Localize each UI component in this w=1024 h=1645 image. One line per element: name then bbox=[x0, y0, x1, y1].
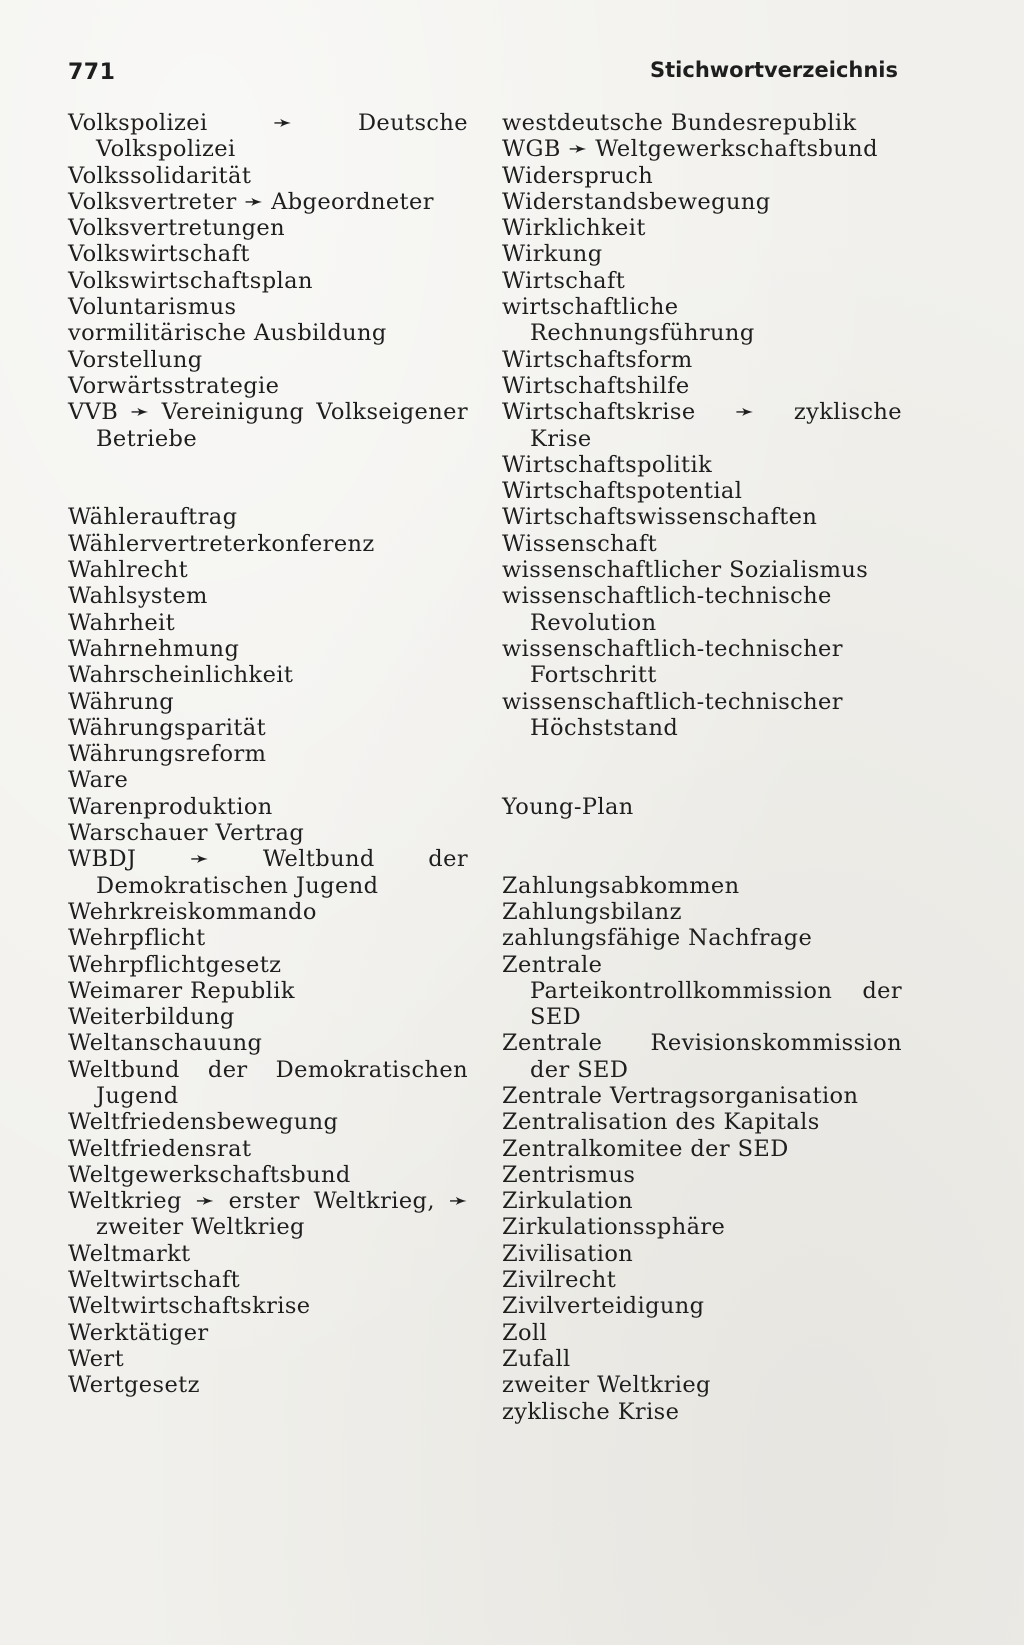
index-entry: Warenproduktion bbox=[68, 793, 273, 820]
index-entry: Zentralkomitee der SED bbox=[502, 1135, 789, 1162]
index-entry: zweiter Weltkrieg bbox=[502, 1372, 711, 1399]
index-column-right bbox=[502, 110, 902, 1425]
index-entry: Wirtschaftskrise ➛ zyklische Krise bbox=[502, 399, 902, 452]
index-entry: Werktätiger bbox=[68, 1319, 209, 1346]
index-entry: zahlungsfähige Nachfrage bbox=[502, 925, 813, 952]
index-entry: Volkswirtschaft bbox=[68, 241, 250, 268]
index-entry: Wirtschaftspotential bbox=[502, 478, 743, 505]
letter-group bbox=[502, 873, 902, 1425]
index-entry: Weltmarkt bbox=[68, 1240, 191, 1267]
index-entry: Zahlungsbilanz bbox=[502, 898, 682, 925]
running-head-title: Stichwortverzeichnis bbox=[650, 58, 898, 82]
index-entry: WBDJ ➛ Weltbund der Demokratischen Jugend bbox=[68, 846, 468, 899]
index-entry: Wahlsystem bbox=[68, 583, 208, 610]
index-entry: Wirtschaft bbox=[502, 267, 626, 294]
index-entry: Vorwärtsstrategie bbox=[68, 372, 280, 399]
index-entry: VVB ➛ Vereinigung Volkseigener Betriebe bbox=[68, 399, 468, 452]
index-entry: Weltanschauung bbox=[68, 1030, 263, 1057]
index-entry: wissenschaftlicher Sozialismus bbox=[502, 557, 869, 584]
index-entry: Young-Plan bbox=[502, 793, 634, 820]
index-entry: westdeutsche Bundesrepublik bbox=[502, 110, 857, 136]
index-entry: Zentrale Parteikontrollkommission der SED bbox=[502, 951, 902, 1031]
index-entry: Volkssolidarität bbox=[68, 162, 252, 189]
index-entry: Zivilisation bbox=[502, 1240, 634, 1267]
index-entry: Wahrscheinlichkeit bbox=[68, 662, 294, 689]
index-entry: Wirtschaftspolitik bbox=[502, 451, 713, 478]
index-entry: zyklische Krise bbox=[502, 1398, 680, 1425]
index-entry: Wehrpflichtgesetz bbox=[68, 951, 282, 978]
index-entry: wirtschaftliche Rechnungsführung bbox=[502, 294, 755, 347]
index-entry: Wertgesetz bbox=[68, 1372, 200, 1399]
index-entry: Weiterbildung bbox=[68, 1004, 235, 1031]
index-entry: Zivilverteidigung bbox=[502, 1293, 705, 1320]
letter-group-gap bbox=[68, 452, 468, 505]
index-entry: Wert bbox=[68, 1345, 125, 1372]
index-entry: Zahlungsabkommen bbox=[502, 872, 740, 899]
index-entry: Weltwirtschaftskrise bbox=[68, 1293, 311, 1320]
index-entry: Weltgewerkschaftsbund bbox=[68, 1161, 351, 1188]
index-entry: Zirkulation bbox=[502, 1188, 633, 1215]
letter-group-gap bbox=[502, 741, 902, 794]
index-entry: vormilitärische Ausbildung bbox=[68, 320, 387, 347]
index-entry: Wählervertreterkonferenz bbox=[68, 530, 375, 557]
index-entry: Weltfriedensrat bbox=[68, 1135, 252, 1162]
index-entry: Weltkrieg ➛ erster Weltkrieg, ➛ zweiter Weltkrieg bbox=[68, 1188, 468, 1241]
index-entry: wissenschaftlich-technischer Fortschritt bbox=[502, 635, 843, 689]
index-entry: Währung bbox=[68, 688, 175, 715]
page-number: 771 bbox=[68, 60, 116, 85]
index-entry: wissenschaftlich-technische Revolution bbox=[502, 583, 832, 636]
index-entry: Volksvertreter ➛ Abgeordneter bbox=[68, 188, 434, 215]
index-entry: Wahlrecht bbox=[68, 557, 189, 584]
index-entry: Weltfriedensbewegung bbox=[68, 1109, 339, 1136]
index-entry: Wirklichkeit bbox=[502, 215, 646, 242]
index-entry: Weltbund der Demokratischen Jugend bbox=[68, 1056, 468, 1109]
index-entry: Wirtschaftswissenschaften bbox=[502, 504, 818, 531]
index-entry: Ware bbox=[68, 767, 129, 794]
index-entry: Wirkung bbox=[502, 241, 603, 268]
index-entry: Zentrale Revisionskommission der SED bbox=[502, 1030, 902, 1083]
index-entry: Vorstellung bbox=[68, 346, 203, 373]
letter-group bbox=[502, 110, 902, 741]
index-entry: Wahrnehmung bbox=[68, 635, 240, 662]
index-entry: Wehrpflicht bbox=[68, 925, 206, 952]
index-entry: Volkspolizei ➛ Deutsche Volkspolizei bbox=[68, 110, 468, 163]
index-entry: Zentralisation des Kapitals bbox=[502, 1109, 820, 1136]
index-entry: WGB ➛ Weltgewerkschaftsbund bbox=[502, 136, 878, 163]
index-entry: Widerstandsbewegung bbox=[502, 188, 771, 215]
index-entry: Volksvertretungen bbox=[68, 215, 286, 242]
letter-group bbox=[68, 110, 468, 452]
index-entry: Weltwirtschaft bbox=[68, 1267, 241, 1294]
index-entry: Zentrismus bbox=[502, 1161, 636, 1188]
index-entry: Zoll bbox=[502, 1319, 548, 1346]
letter-group bbox=[502, 794, 902, 820]
index-entry: Wirtschaftsform bbox=[502, 346, 693, 373]
index-entry: Volkswirtschaftsplan bbox=[68, 267, 313, 294]
index-entry: Wahrheit bbox=[68, 609, 176, 636]
index-entry: Voluntarismus bbox=[68, 294, 237, 321]
index-column-left bbox=[68, 110, 468, 1399]
index-entry: Zufall bbox=[502, 1345, 571, 1372]
index-entry: Weimarer Republik bbox=[68, 977, 295, 1004]
index-entry: Währungsparität bbox=[68, 714, 267, 741]
letter-group-gap bbox=[502, 820, 902, 873]
index-entry: Wissenschaft bbox=[502, 530, 658, 557]
index-entry: wissenschaftlich-technischer Höchststand bbox=[502, 688, 843, 741]
letter-group bbox=[68, 504, 468, 1398]
index-entry: Zentrale Vertragsorganisation bbox=[502, 1082, 859, 1109]
index-entry: Wehrkreiskommando bbox=[68, 898, 317, 925]
index-entry: Widerspruch bbox=[502, 162, 654, 189]
index-entry: Wählerauftrag bbox=[68, 504, 238, 531]
index-entry: Warschauer Vertrag bbox=[68, 820, 305, 847]
index-entry: Währungsreform bbox=[68, 741, 267, 768]
index-entry: Wirtschaftshilfe bbox=[502, 372, 690, 399]
index-entry: Zirkulationssphäre bbox=[502, 1214, 726, 1241]
index-entry: Zivilrecht bbox=[502, 1267, 617, 1294]
